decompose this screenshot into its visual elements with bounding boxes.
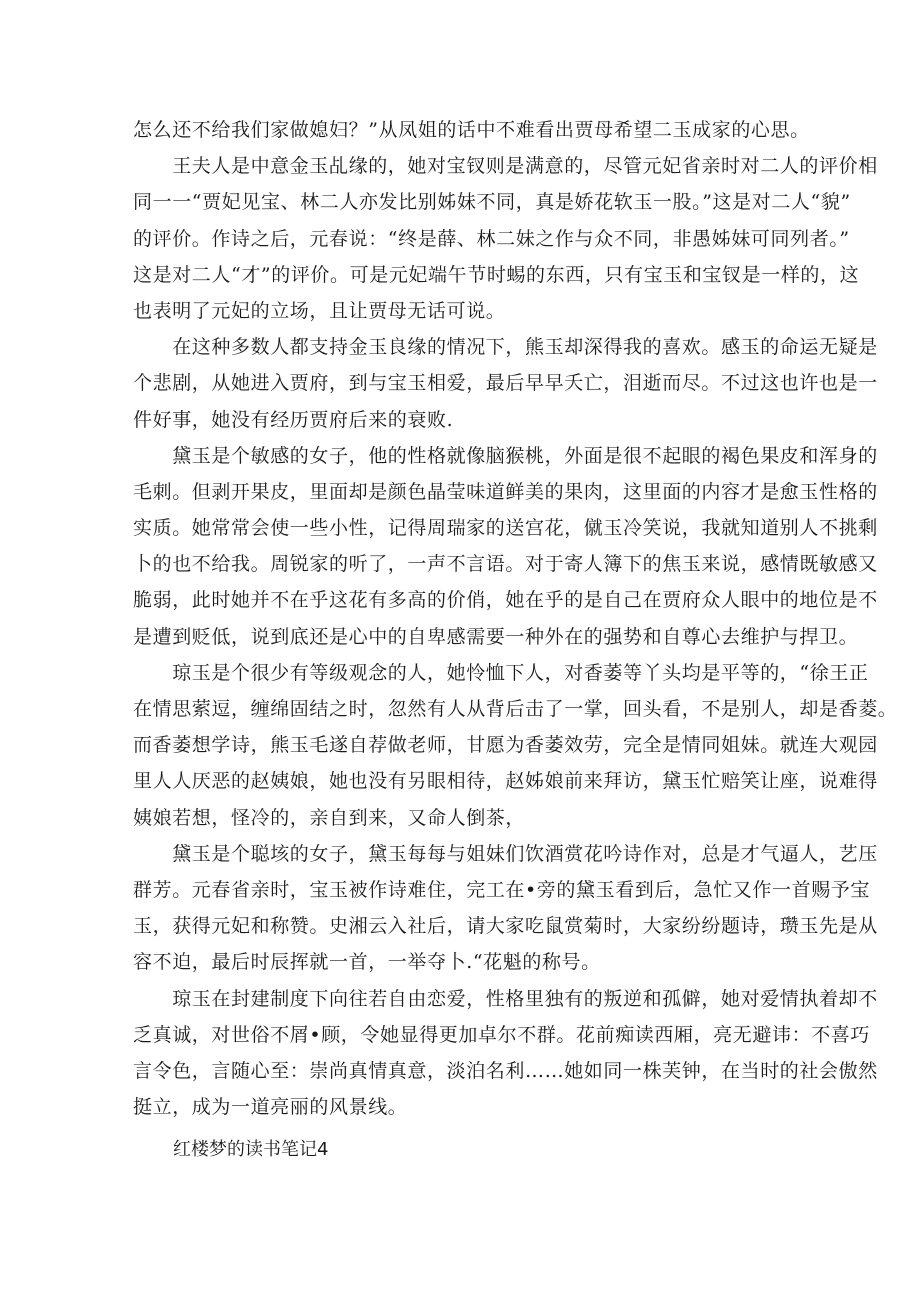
text-line: 乏真诚，对世俗不屑•顾，令她显得更加卓尔不群。花前痴读西厢，亮无避讳：不喜巧 [133,1023,871,1046]
text-line: 也表明了元妃的立场，且让贾母无话可说。 [133,299,506,322]
text-line: 黛玉是个敏感的女子，他的性格就像脑猴桃，外面是很不起眼的褐色果皮和浑身的 [133,444,878,467]
text-line: 而香萎想学诗，熊玉毛遂自荐做老师，甘愿为香萎效劳，完全是情同姐妹。就连大观园 [133,734,878,757]
text-line: 玉，获得元妃和称赞。史湘云入社后，请大家吃鼠赏菊时，大家纷纷题诗，瓒玉先是从 [133,915,878,938]
section-heading: 红楼梦的读书笔记4 [173,1139,329,1161]
text-line: 毛刺。但剥开果皮，里面却是颜色晶莹味道鲜美的果肉，这里面的内容才是愈玉性格的 [133,480,878,503]
text-line: 件好事，她没有经历贾府后来的衰败. [133,408,454,431]
text-line: 言令色，言随心至：崇尚真情真意，淡泊名利……她如同一株芙钟，在当时的社会傲然 [133,1059,878,1082]
text-line: 在情思萦逗，缠绵固结之时，忽然有人从背后击了一掌，回头看，不是别人，却是香菱。 [133,698,898,720]
text-line: 同一一“贾妃见宝、林二人亦发比别姊妹不同，真是娇花软玉一股。”这是对二人“貌” [133,191,851,214]
text-line: 实质。她常常会使一些小性，记得周瑞家的送宫花，僦玉冷笑说，我就知道别人不挑剩 [133,517,878,540]
text-line: 在这种多数人都支持金玉良缘的情况下，熊玉却深得我的喜欢。感玉的命运无疑是 [133,336,878,359]
text-line: 琼玉在封建制度下向往若自由恋爱，性格里独有的叛逆和孤僻，她对爱情执着却不 [133,987,878,1010]
text-line: 怎么还不给我们家做媳妇？”从凤姐的话中不难看出贾母希望二玉成家的心思。 [133,119,810,141]
text-line: 里人人厌恶的赵姨娘，她也没有另眼相待，赵姊娘前来拜访，黛玉忙赔笑让座，说难得 [133,770,878,793]
text-line: 卜的也不给我。周锐家的听了，一声不言语。对于寄人簿下的焦玉来说，感情既敏感又 [133,553,878,576]
text-line: 群芳。元春省亲时，宝玉被作诗难住，完工在•旁的黛玉看到后，急忙又作一首赐予宝 [133,878,871,901]
text-line: 黛玉是个聪垓的女子，黛玉每每与姐妹们饮酒赏花吟诗作对，总是才气逼人，艺压 [133,842,878,865]
text-line: 脆弱，此时她并不在乎这花有多高的价俏，她在乎的是自己在贾府众人眼中的地位是不 [133,589,878,612]
text-line: 姨娘若想，怪冷的，亲自到来，又命人倒茶， [133,806,526,829]
text-line: 这是对二人“才”的评价。可是元妃端午节时蜴的东西，只有宝玉和宝钗是一样的，这 [133,263,860,286]
text-line: 挺立，成为一道亮丽的风景线。 [133,1096,408,1119]
text-line: 是遭到贬低，说到底还是心中的自卑感需要一种外在的强势和自尊心去维护与捍卫。 [133,625,859,648]
document-body [133,112,898,1168]
text-line: 的评价。作诗之后，元春说：“终是薛、林二妹之作与众不同，非愚姊妹可同列者。” [133,227,850,250]
text-line: 容不迫，最后时辰挥就一首，一举夺卜.“花魁的称号。 [133,951,601,974]
text-line: 个悲剧，从她进入贾府，到与宝玉相爱，最后早早夭亡，泪逝而尽。不过这也许也是一 [133,372,878,395]
text-line: 琼玉是个很少有等级观念的人，她怜恤下人，对香萎等丫头均是平等的，“徐王正 [133,661,869,684]
text-line: 王夫人是中意金玉乩缘的，她对宝钗则是满意的，尽管元妃省亲时对二人的评价相 [133,155,878,178]
